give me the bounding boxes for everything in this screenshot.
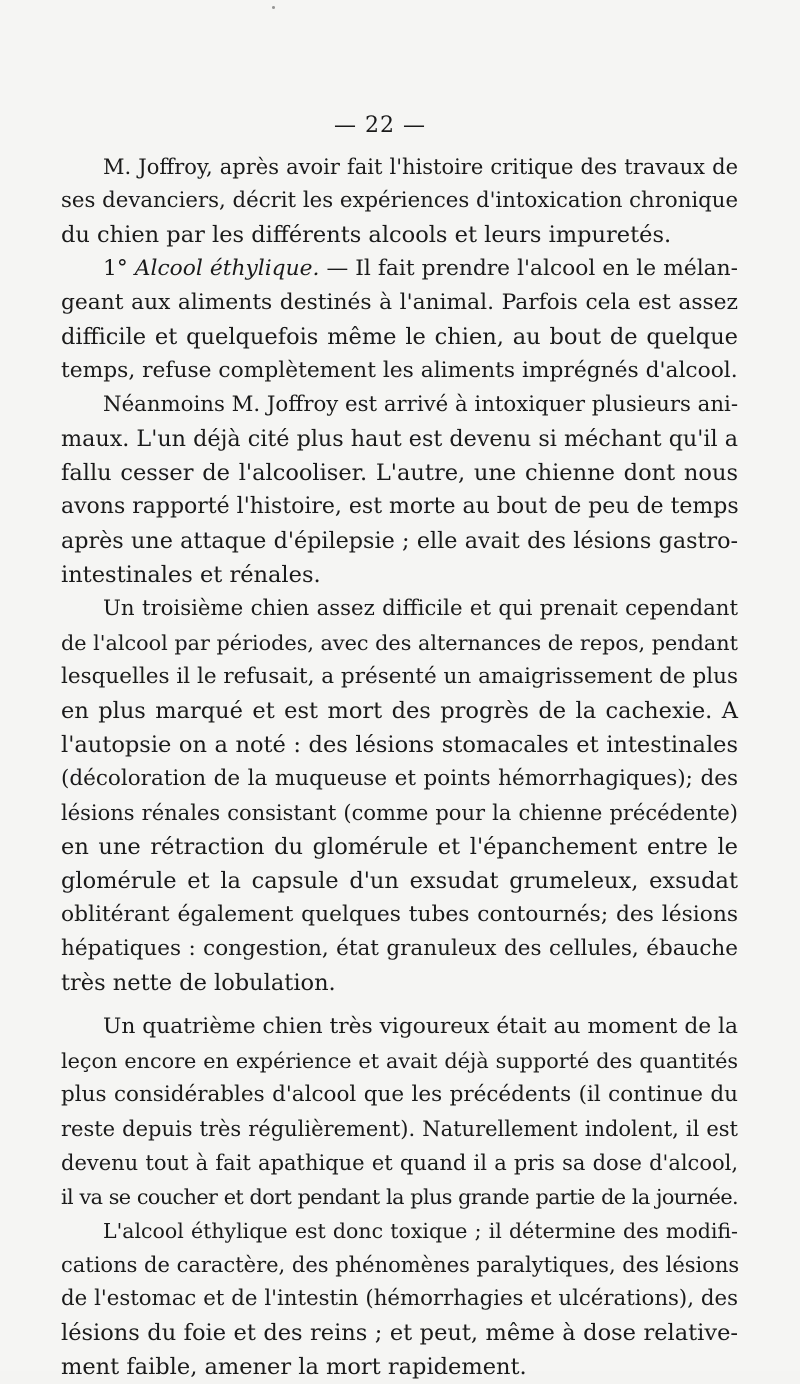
text-line: après une attaque d'épilepsie ; elle avait des lésions gastro- xyxy=(61,528,738,554)
text-fragment: — Il fait prendre l'alcool en le mélan- xyxy=(319,256,738,281)
text-line: difficile et quelquefois même le chien, au bout de quelque xyxy=(61,324,738,350)
text-line: ment faible, amener la mort rapidement. xyxy=(61,1354,527,1380)
text-line: geant aux aliments destinés à l'animal. Parfois cela est assez xyxy=(61,290,738,315)
text-line: oblitérant également quelques tubes contournés; des lésions xyxy=(61,902,738,927)
text-line: Néanmoins M. Joffroy est arrivé à intoxiquer plusieurs ani- xyxy=(103,392,738,417)
text-line: reste depuis très régulièrement). Naturellement indolent, il est xyxy=(61,1117,738,1141)
section-number: 1° xyxy=(103,256,135,281)
text-line: (décoloration de la muqueuse et points hémorrhagiques); des xyxy=(61,766,738,791)
text-line: M. Joffroy, après avoir fait l'histoire critique des travaux de xyxy=(103,155,738,179)
text-line: ses devanciers, décrit les expériences d'intoxication chronique xyxy=(61,188,739,213)
text-line: en plus marqué et est mort des progrès de la cachexie. A xyxy=(61,698,738,724)
text-line: hépatiques : congestion, état granuleux des cellules, ébauche xyxy=(61,936,738,961)
text-line: il va se coucher et dort pendant la plus grande partie de la journée. xyxy=(61,1185,738,1209)
page-number: — 22 — xyxy=(334,113,426,138)
text-line-with-heading xyxy=(61,252,738,286)
text-line: fallu cesser de l'alcooliser. L'autre, une chienne dont nous xyxy=(61,460,738,486)
text-line: L'alcool éthylique est donc toxique ; il détermine des modifi- xyxy=(103,1219,738,1243)
text-line: lésions du foie et des reins ; et peut, même à dose relative- xyxy=(61,1320,738,1346)
text-line: Un troisième chien assez difficile et qui prenait cependant xyxy=(103,596,738,621)
text-line: leçon encore en expérience et avait déjà supporté des quantités xyxy=(61,1049,738,1073)
body-text xyxy=(61,150,738,1384)
text-line: cations de caractère, des phénomènes paralytiques, des lésions xyxy=(61,1253,740,1277)
paragraph-gap xyxy=(61,1000,738,1010)
text-line: maux. L'un déjà cité plus haut est devenu si méchant qu'il a xyxy=(61,426,738,452)
text-line: devenu tout à fait apathique et quand il a pris sa dose d'alcool, xyxy=(61,1151,738,1175)
text-line: Un quatrième chien très vigoureux était au moment de la xyxy=(103,1014,738,1039)
text-line: avons rapporté l'histoire, est morte au bout de peu de temps xyxy=(61,494,739,519)
text-line: lesquelles il le refusait, a présenté un amaigrissement de plus xyxy=(61,664,738,689)
text-line: de l'alcool par périodes, avec des alternances de repos, pendant xyxy=(61,631,738,655)
ink-speck xyxy=(272,6,275,9)
text-line: intestinales et rénales. xyxy=(61,562,321,588)
text-line: glomérule et la capsule d'un exsudat grumeleux, exsudat xyxy=(61,868,738,894)
text-line: temps, refuse complètement les aliments imprégnés d'alcool. xyxy=(61,358,738,383)
text-line: l'autopsie on a noté : des lésions stomacales et intestinales xyxy=(61,732,738,758)
text-line: plus considérables d'alcool que les précédents (il continue du xyxy=(61,1082,738,1107)
text-line: de l'estomac et de l'intestin (hémorrhagies et ulcérations), des xyxy=(61,1286,738,1311)
text-line: du chien par les différents alcools et leurs impuretés. xyxy=(61,222,672,248)
text-line: en une rétraction du glomérule et l'épanchement entre le xyxy=(61,834,738,860)
text-line: lésions rénales consistant (comme pour la chienne précédente) xyxy=(61,801,738,825)
section-heading: Alcool éthylique. xyxy=(134,256,320,281)
text-line: très nette de lobulation. xyxy=(61,970,336,996)
